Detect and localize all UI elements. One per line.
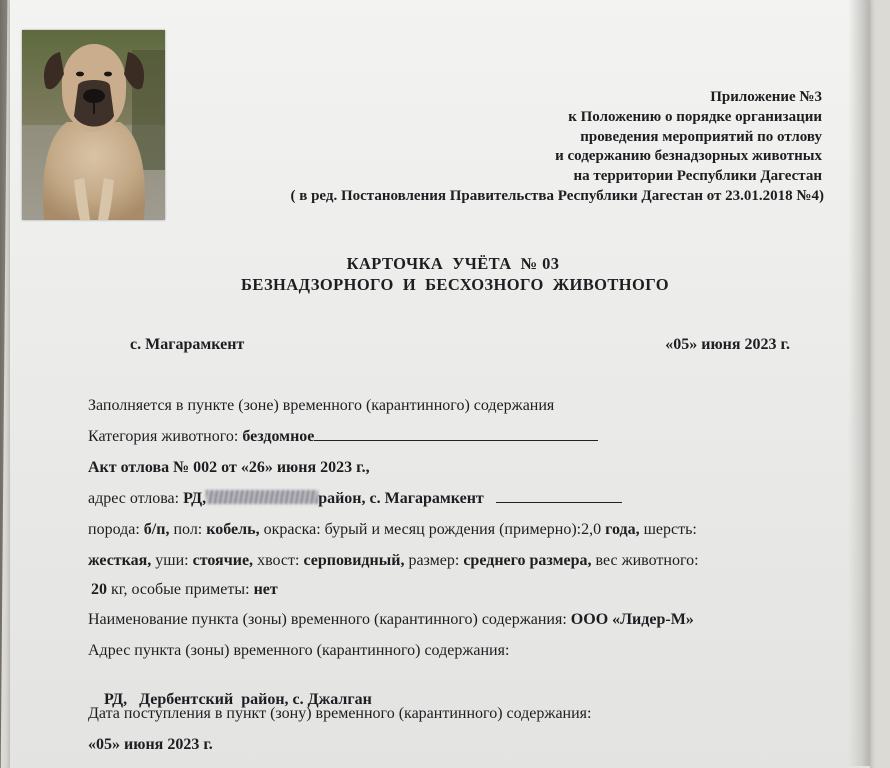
appendix-line: ( в ред. Постановления Правительства Республики Дагестан от 23.01.2018 №4): [290, 187, 824, 204]
card-date: «05» июня 2023 г.: [665, 336, 790, 353]
fur-line: [88, 552, 699, 570]
weight-label: вес животного:: [595, 552, 699, 569]
facility-name-value: ООО «Лидер-М»: [570, 611, 694, 628]
address-line: [88, 490, 622, 508]
facility-name-line: [88, 611, 694, 629]
act-line: [88, 459, 370, 477]
weight-unit: кг, особые приметы:: [111, 581, 250, 598]
ears-value: стоячие,: [192, 552, 254, 569]
place: с. Магарамкент: [130, 336, 245, 353]
years-text: года,: [605, 521, 640, 538]
paper-edge-shadow: [848, 0, 870, 766]
facility-address-label: Адрес пункта (зоны) временного (карантинного) содержания:: [88, 642, 510, 659]
facility-name-label: Наименование пункта (зоны) временного (карантинного) содержания:: [88, 611, 567, 628]
appendix-line: Приложение №3: [710, 89, 822, 105]
size-label: размер:: [408, 552, 460, 569]
filled-at-text: Заполняется в пункте (зоне) временного (карантинного) содержания: [88, 397, 555, 414]
arrival-value-line: [88, 736, 213, 754]
fur-value: жесткая,: [88, 552, 152, 569]
tail-value: серповидный,: [303, 552, 405, 569]
appendix-line: проведения мероприятий по отлову: [580, 128, 822, 145]
arrival-label: Дата поступления в пункт (зону) временного (карантинного) содержания:: [88, 705, 592, 722]
filled-at-line: [88, 397, 554, 415]
appendix-line: к Положению о порядке организации: [568, 108, 822, 125]
category-line: [88, 428, 598, 446]
breed-label: порода:: [88, 521, 140, 538]
category-label: Категория животного:: [88, 428, 239, 445]
arrival-value: «05» июня 2023 г.: [88, 736, 213, 753]
category-value: бездомное: [242, 428, 315, 445]
appendix-line: и содержанию безнадзорных животных: [555, 148, 822, 165]
fur-label: шерсть:: [643, 521, 697, 538]
breed-value: б/п,: [143, 521, 170, 538]
dog-photo: [22, 30, 165, 220]
blank-underline: [496, 501, 622, 503]
appendix-line: на территории Республики Дагестан: [573, 168, 822, 185]
address-region: РД,: [183, 490, 207, 507]
appendix-block: [202, 88, 822, 207]
breed-line: [88, 521, 697, 539]
sex-value: кобель,: [206, 521, 260, 538]
color-label: окраска: бурый и месяц рождения (примерно):2,0: [263, 521, 602, 538]
arrival-line: [88, 705, 591, 723]
dog-illustration: [22, 30, 165, 220]
weight-value: 20: [91, 581, 107, 598]
redacted-district: [206, 490, 318, 504]
card-subtitle: БЕЗНАДЗОРНОГО И БЕСХОЗНОГО ЖИВОТНОГО: [241, 275, 669, 294]
facility-address-value: РД, Дербентский район, с. Джалган: [104, 691, 372, 708]
card-title: КАРТОЧКА УЧЁТА № 03: [346, 254, 560, 273]
sex-label: пол:: [173, 521, 203, 538]
marks-value: нет: [253, 581, 278, 598]
act-text: Акт отлова № 002 от «26» июня 2023 г.,: [88, 459, 370, 476]
size-value: среднего размера,: [463, 552, 592, 569]
facility-address-line: [88, 642, 509, 660]
address-rest: район, с. Магарамкент: [318, 490, 484, 507]
weight-line: [91, 581, 278, 599]
address-label: адрес отлова:: [88, 490, 180, 507]
tail-label: хвост:: [257, 552, 300, 569]
blank-underline: [314, 439, 598, 441]
ears-label: уши:: [155, 552, 189, 569]
